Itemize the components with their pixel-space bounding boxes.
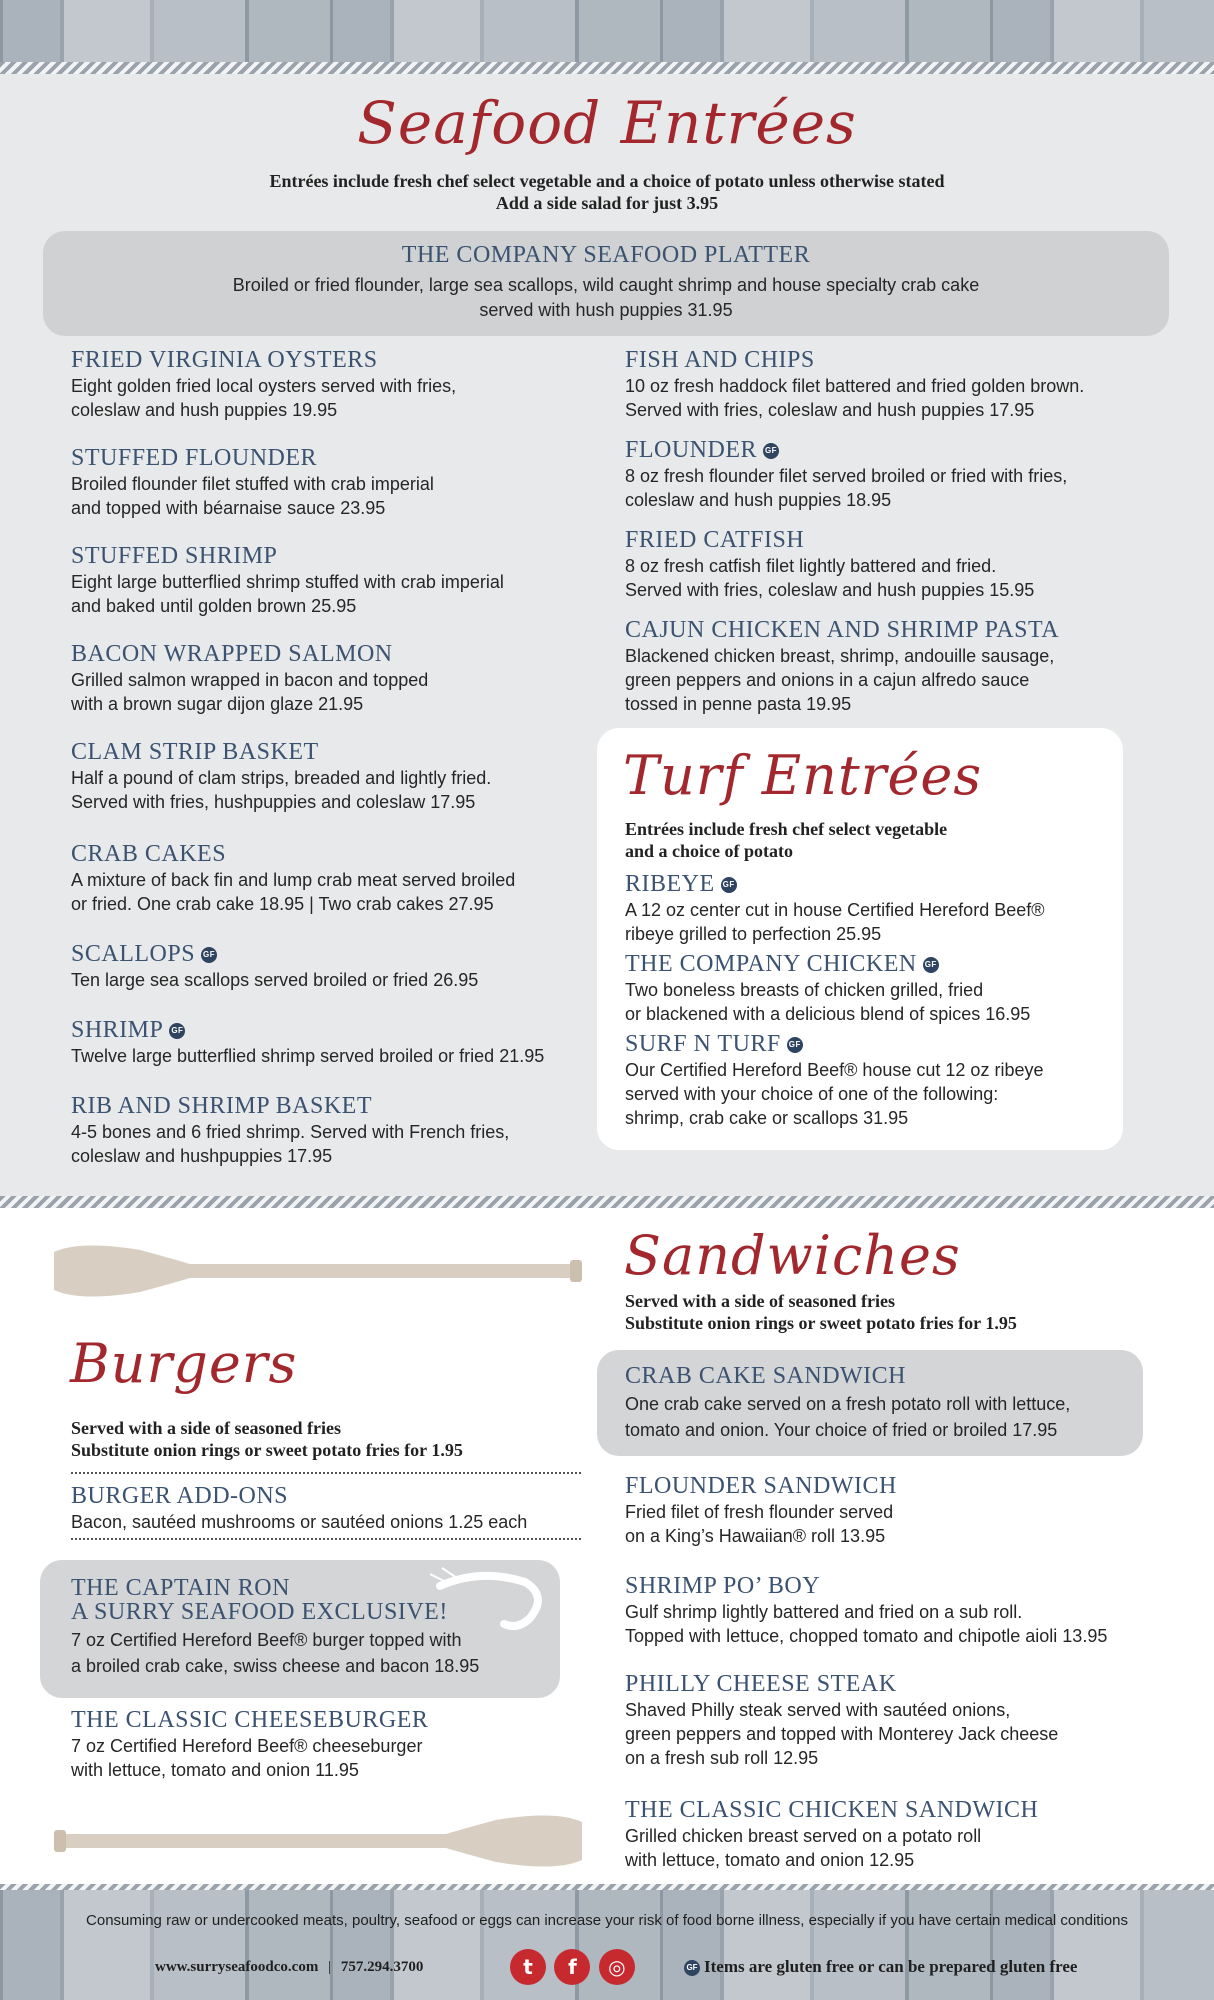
item-desc: Broiled flounder filet stuffed with crab imperial: [71, 474, 434, 494]
lower-section-background: [0, 1208, 1214, 1890]
item-desc: with lettuce, tomato and onion 12.95: [625, 1850, 915, 1870]
item-desc: and baked until golden brown 25.95: [71, 596, 357, 616]
website-link[interactable]: www.surryseafoodco.com: [155, 1959, 319, 1975]
item-title: BACON WRAPPED SALMON: [71, 641, 393, 667]
turf-subtitle-2: and a choice of potato: [625, 841, 793, 861]
item-title: PHILLY CHEESE STEAK: [625, 1671, 897, 1697]
item-desc: A 12 oz center cut in house Certified Hereford Beef®: [625, 900, 1045, 920]
oar-paddle-icon: [50, 1806, 586, 1876]
item-desc: Ten large sea scallops served broiled or fried 26.95: [71, 970, 479, 990]
menu-item: [625, 436, 1067, 512]
item-desc: green peppers and onions in a cajun alfredo sauce: [625, 670, 1030, 690]
item-desc: Grilled chicken breast served on a potato roll: [625, 1826, 982, 1846]
seafood-title: Seafood Entrées: [357, 89, 857, 157]
item-desc: tossed in penne pasta 19.95: [625, 694, 852, 714]
gluten-free-note: Items are gluten free or can be prepared gluten free: [704, 1957, 1078, 1976]
item-title: FRIED CATFISH: [625, 527, 805, 553]
menu-item: [625, 870, 1045, 946]
crab-cake-sandwich-panel: [597, 1350, 1143, 1456]
item-desc: with lettuce, tomato and onion 11.95: [71, 1760, 359, 1780]
social-links: [508, 1949, 637, 1985]
item-title: FRIED VIRGINIA OYSTERS: [71, 347, 378, 373]
item-desc: Gulf shrimp lightly battered and fried on a sub roll.: [625, 1602, 1023, 1622]
item-desc: Grilled salmon wrapped in bacon and topped: [71, 670, 429, 690]
item-title: CLAM STRIP BASKET: [71, 739, 319, 765]
item-desc: or fried. One crab cake 18.95 | Two crab cakes 27.95: [71, 894, 494, 914]
platter-title: THE COMPANY SEAFOOD PLATTER: [401, 242, 811, 268]
menu-item: [625, 346, 1084, 422]
gluten-free-icon: GF: [684, 1960, 700, 1976]
item-desc: on a King’s Hawaiian® roll 13.95: [625, 1526, 886, 1546]
oar-paddle-icon: [50, 1236, 586, 1306]
item-desc: Two boneless breasts of chicken grilled, fried: [625, 980, 984, 1000]
menu-item: [71, 1016, 544, 1068]
item-desc: a broiled crab cake, swiss cheese and bacon 18.95: [71, 1656, 480, 1676]
twitter-icon[interactable]: t: [510, 1949, 546, 1985]
item-desc: green peppers and topped with Monterey Jack cheese: [625, 1724, 1059, 1744]
phone-number[interactable]: 757.294.3700: [340, 1959, 424, 1975]
item-desc: Bacon, sautéed mushrooms or sautéed onions 1.25 each: [71, 1512, 528, 1532]
item-desc: served with your choice of one of the following:: [625, 1084, 999, 1104]
platter-panel: [43, 231, 1169, 336]
item-title: FISH AND CHIPS: [625, 347, 815, 373]
item-title: THE CLASSIC CHEESEBURGER: [71, 1707, 429, 1733]
item-desc: Eight golden fried local oysters served with fries,: [71, 376, 457, 396]
menu-item: [71, 1092, 509, 1168]
seafood-subtitle-2: Add a side salad for just 3.95: [495, 193, 719, 213]
burgers-title: Burgers: [70, 1332, 298, 1395]
item-title: STUFFED FLOUNDER: [71, 445, 318, 471]
gluten-free-icon: GF: [169, 1023, 185, 1039]
item-title: SURF N TURF: [625, 1031, 781, 1057]
gluten-free-icon: GF: [923, 957, 939, 973]
contact-info: [155, 1949, 423, 1985]
menu-item: [71, 840, 515, 916]
rope-divider-top: [0, 62, 1214, 74]
item-desc: Half a pound of clam strips, breaded and lightly fried.: [71, 768, 492, 788]
shrimp-icon: [430, 1566, 550, 1636]
captain-ron-panel: [40, 1560, 560, 1698]
item-desc: 7 oz Certified Hereford Beef® burger topped with: [71, 1630, 462, 1650]
item-desc: shrimp, crab cake or scallops 31.95: [625, 1108, 909, 1128]
burgers-subtitle-1: Served with a side of seasoned fries: [71, 1418, 341, 1438]
menu-item: [625, 1472, 897, 1548]
item-title: RIBEYE: [625, 871, 715, 897]
item-title: THE COMPANY CHICKEN: [625, 951, 917, 977]
burgers-subtitle-2: Substitute onion rings or sweet potato fries for 1.95: [71, 1440, 463, 1460]
item-desc: Served with fries, coleslaw and hush puppies 15.95: [625, 580, 1035, 600]
item-desc: Twelve large butterflied shrimp served broiled or fried 21.95: [71, 1046, 545, 1066]
item-title: CRAB CAKES: [71, 841, 227, 867]
facebook-icon[interactable]: f: [554, 1949, 590, 1985]
turf-title: Turf Entrées: [623, 744, 983, 807]
item-desc: 8 oz fresh catfish filet lightly battered and fried.: [625, 556, 997, 576]
rope-divider-middle: [0, 1196, 1214, 1208]
item-desc: Fried filet of fresh flounder served: [625, 1502, 894, 1522]
menu-item: [625, 616, 1059, 716]
item-desc: ribeye grilled to perfection 25.95: [625, 924, 882, 944]
menu-item: [625, 1796, 1038, 1872]
item-desc: 10 oz fresh haddock filet battered and fried golden brown.: [625, 376, 1085, 396]
item-subtitle: A SURRY SEAFOOD EXCLUSIVE!: [71, 1599, 448, 1625]
item-desc: Shaved Philly steak served with sautéed onions,: [625, 1700, 1011, 1720]
item-desc: A mixture of back fin and lump crab meat served broiled: [71, 870, 516, 890]
item-desc: on a fresh sub roll 12.95: [625, 1748, 819, 1768]
item-title: THE CLASSIC CHICKEN SANDWICH: [625, 1797, 1039, 1823]
item-desc: tomato and onion. Your choice of fried or broiled 17.95: [625, 1420, 1058, 1440]
dotted-divider: [71, 1538, 581, 1540]
item-desc: Blackened chicken breast, shrimp, andouille sausage,: [625, 646, 1055, 666]
item-desc: with a brown sugar dijon glaze 21.95: [71, 694, 364, 714]
item-desc: One crab cake served on a fresh potato roll with lettuce,: [625, 1394, 1071, 1414]
separator: |: [328, 1959, 332, 1975]
item-desc: coleslaw and hush puppies 19.95: [71, 400, 338, 420]
sandwiches-subtitle-2: Substitute onion rings or sweet potato fries for 1.95: [625, 1313, 1017, 1333]
platter-desc-2: served with hush puppies 31.95: [479, 300, 733, 320]
menu-item: [625, 1030, 1043, 1130]
item-title: SHRIMP PO’ BOY: [625, 1573, 821, 1599]
item-title: SCALLOPS: [71, 941, 196, 967]
item-desc: or blackened with a delicious blend of spices 16.95: [625, 1004, 1031, 1024]
item-title: RIB AND SHRIMP BASKET: [71, 1093, 372, 1119]
sandwiches-title: Sandwiches: [624, 1224, 961, 1287]
instagram-icon[interactable]: ◎: [599, 1949, 635, 1985]
item-title: CAJUN CHICKEN AND SHRIMP PASTA: [625, 617, 1060, 643]
turf-panel: [597, 728, 1123, 1150]
seafood-subtitle-1: Entrées include fresh chef select vegetable and a choice of potato unless otherwise stated: [269, 171, 945, 191]
item-desc: 4-5 bones and 6 fried shrimp. Served with French fries,: [71, 1122, 510, 1142]
item-desc: 7 oz Certified Hereford Beef® cheeseburger: [71, 1736, 423, 1756]
gluten-free-legend: [684, 1949, 1077, 1985]
menu-item: [71, 542, 504, 618]
item-desc: Eight large butterflied shrimp stuffed with crab imperial: [71, 572, 504, 592]
item-desc: Served with fries, coleslaw and hush puppies 17.95: [625, 400, 1035, 420]
item-desc: coleslaw and hush puppies 18.95: [625, 490, 892, 510]
item-desc: and topped with béarnaise sauce 23.95: [71, 498, 386, 518]
item-desc: Topped with lettuce, chopped tomato and chipotle aioli 13.95: [625, 1626, 1108, 1646]
turf-subtitle-1: Entrées include fresh chef select vegetable: [625, 819, 948, 839]
gluten-free-icon: GF: [787, 1037, 803, 1053]
gluten-free-icon: GF: [201, 947, 217, 963]
menu-item: [625, 1670, 1058, 1770]
item-title: FLOUNDER: [625, 437, 758, 463]
menu-item: [625, 526, 1034, 602]
item-desc: Our Certified Hereford Beef® house cut 12 oz ribeye: [625, 1060, 1044, 1080]
item-desc: coleslaw and hushpuppies 17.95: [71, 1146, 333, 1166]
menu-item: [625, 1572, 1107, 1648]
menu-item: [71, 346, 456, 422]
item-title: SHRIMP: [71, 1017, 164, 1043]
menu-item: [71, 940, 478, 992]
item-title: THE CAPTAIN RON: [71, 1575, 290, 1601]
item-title: FLOUNDER SANDWICH: [625, 1473, 897, 1499]
menu-item: [71, 444, 434, 520]
food-safety-warning: Consuming raw or undercooked meats, poultry, seafood or eggs can increase your risk of food borne illness, especially if you have certain medical conditions: [86, 1912, 1128, 1929]
item-title: STUFFED SHRIMP: [71, 543, 278, 569]
item-title: BURGER ADD-ONS: [71, 1483, 289, 1509]
menu-item: [625, 950, 1030, 1026]
platter-desc-1: Broiled or fried flounder, large sea scallops, wild caught shrimp and house specialty crab cake: [232, 275, 980, 295]
gluten-free-icon: GF: [721, 877, 737, 893]
menu-item: [71, 738, 491, 814]
item-title: CRAB CAKE SANDWICH: [625, 1363, 907, 1389]
menu-item: [71, 640, 428, 716]
gluten-free-icon: GF: [763, 443, 779, 459]
menu-item: [71, 1706, 428, 1782]
dotted-divider: [71, 1472, 581, 1474]
sandwiches-subtitle-1: Served with a side of seasoned fries: [625, 1291, 895, 1311]
item-desc: 8 oz fresh flounder filet served broiled or fried with fries,: [625, 466, 1068, 486]
menu-item: [71, 1482, 527, 1534]
item-desc: Served with fries, hushpuppies and coleslaw 17.95: [71, 792, 476, 812]
